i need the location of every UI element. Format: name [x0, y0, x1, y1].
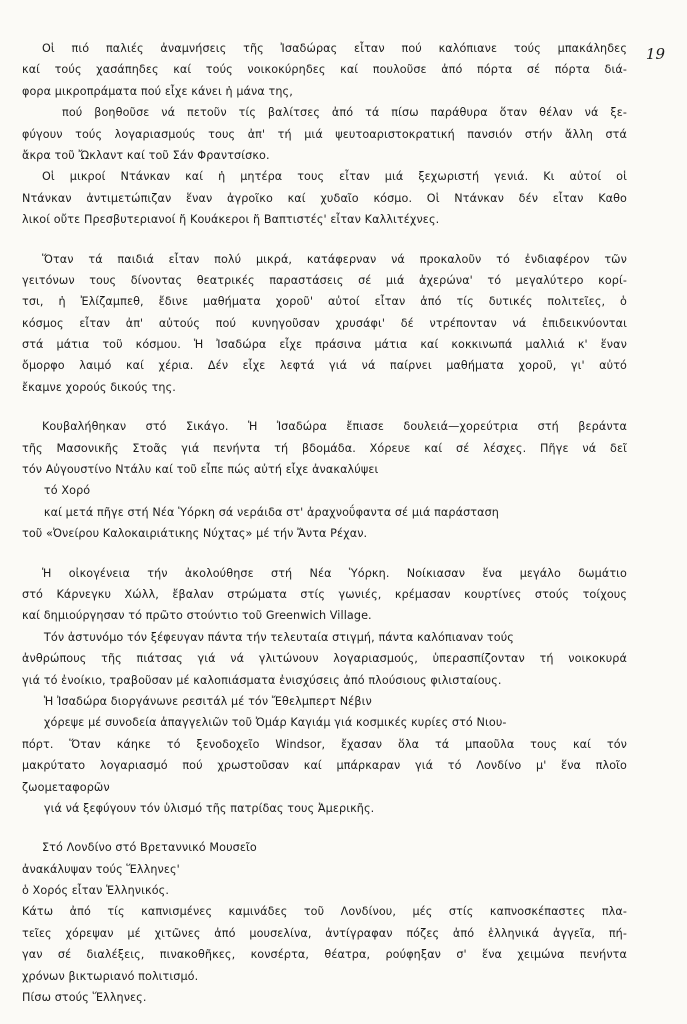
text-line: καί δημιούργησαν τό πρῶτο στούντιο τοῦ Greenwich Village. [22, 609, 372, 623]
text-line: ἄκρα τοῦ Ὤκλαντ καί τοῦ Σάν Φραντσίσκο. [22, 148, 270, 162]
text-line: μακρύτατο λογαριασμό πού χρωστοῦσαν καί μπάρκαραν γιά τό Λονδίνο μ' ἕνα πλοῖο [22, 759, 627, 773]
paragraph-gap [22, 819, 627, 837]
paragraph [22, 38, 627, 102]
text-line: Ἡ οἰκογένεια τήν ἀκολούθησε στή Νέα Ὑόρκη. Νοίκιασαν ἕνα μεγάλο δωμάτιο [42, 566, 627, 580]
paragraph [22, 416, 627, 544]
text-line: τεῖες χόρεψαν μέ χιτῶνες ἀπό μουσελίνα, ἀντίγραφαν πόζες ἀπό ἑλληνικά ἀγγεῖα, πή- [22, 926, 627, 940]
text-line: λικοί οὔτε Πρεσβυτεριανοί ἤ Κουάκεροι ἤ Βαπτιστές' εἶταν Καλλιτέχνες. [22, 213, 440, 227]
text-line: Στό Λονδίνο στό Βρεταννικό Μουσεῖο [42, 841, 257, 855]
text-line: ἀνακάλυψαν τούς Ἕλληνες' [22, 862, 180, 876]
paragraph [22, 249, 627, 399]
text-line: γαν σέ διαλέξεις, πινακοθῆκες, κονσέρτα, θέατρα, ρούφηξαν σ' ἕνα χειμώνα πενήντα [22, 948, 627, 962]
paragraph [22, 166, 627, 230]
text-line: τῆς Μασονικῆς Στοᾶς γιά πενήντα τή βδομάδα. Χόρευε καί σέ λέσχες. Πῆγε νά δεῖ [22, 441, 627, 455]
text-line: τσι, ἡ Ἐλίζαμπεθ, ἔδινε μαθήματα χοροῦ' αὐτοί εἶταν ἀπό τίς δυτικές πολιτεῖες, ὁ [22, 295, 627, 309]
page-number: 19 [645, 45, 665, 63]
text-line: Ντάνκαν ἀντιμετώπιζαν ἕναν ἀγροῖκο καί χυδαῖο κόσμο. Οἱ Ντάνκαν δέν εἶταν Καθο [22, 191, 627, 205]
text-line: Οἱ μικροί Ντάνκαν καί ἡ μητέρα τους εἶταν μιά ξεχωριστή γενιά. Κι αὐτοί οἱ [42, 170, 627, 184]
paragraph-gap [22, 398, 627, 416]
text-line: καί μετά πῆγε στή Νέα Ὑόρκη σά νεράιδα στ' ἀραχνοΰφαντα σέ μιά παράσταση [22, 505, 499, 519]
text-line: Ὅταν τά παιδιά εἶταν πολύ μικρά, κατάφερναν νά προκαλοῦν τό ἐνδιαφέρον τῶν [42, 252, 627, 266]
text-line: καί τούς χασάπηδες καί τούς νοικοκύρηδες καί πουλοῦσε ἀπό πόρτα σέ πόρτα διά- [22, 63, 627, 77]
text-line: ἀνθρώπους τῆς πιάτσας γιά νά γλιτώνουν λογαριασμούς, ὑπερασπίζονταν τή νοικοκυρά [22, 652, 627, 666]
text-line: ὄμορφο λαιμό καί χέρια. Δέν εἶχε λεφτά γιά νά παίρνει μαθήματα χοροῦ, γι' αὐτό [22, 359, 627, 373]
text-line: στό Κάρνεγκυ Χώλλ, ἔβαλαν στρώματα στίς γωνιές, κρέμασαν κουρτίνες στούς τοίχους [22, 587, 627, 601]
text-line: ὁ Χορός εἶταν Ἑλληνικός. [22, 884, 170, 898]
text-line: χόρεψε μέ συνοδεία ἀπαγγελιῶν τοῦ Ὀμάρ Καγιάμ γιά κοσμικές κυρίες στό Νιου- [22, 716, 507, 730]
text-line: γιά νά ξεφύγουν τόν ὑλισμό τῆς πατρίδας τους Ἀμερικῆς. [22, 801, 375, 815]
text-line: στά μάτια τοῦ κόσμου. Ἡ Ἰσαδώρα εἶχε πράσινα μάτια καί κοκκινωπά μαλλιά κ' ἕναν [22, 338, 627, 352]
paragraph-gap [22, 545, 627, 563]
text-line: Πίσω στούς Ἕλληνες. [22, 991, 147, 1005]
paragraph [22, 102, 627, 166]
text-line: Οἱ πιό παλιές ἀναμνήσεις τῆς Ἰσαδώρας εἶταν πού καλόπιανε τούς μπακάληδες [42, 42, 627, 55]
text-line: φύγουν τούς λογαριασμούς τους ἀπ' τή μιά ψευτοαριστοκρατική πανσιόν στήν ἄλλη στά [22, 127, 627, 141]
text-line: ζωομεταφορῶν [22, 780, 110, 794]
text-line: Κουβαλήθηκαν στό Σικάγο. Ἡ Ἰσαδώρα ἔπιασε δουλειά—χορεύτρια στή βεράντα [42, 420, 627, 434]
paragraph [22, 837, 627, 1008]
text-line: τοῦ «Ὀνείρου Καλοκαιριάτικης Νύχτας» μέ τήν Ἄντα Ρέχαν. [22, 527, 368, 541]
text-line: πόρτ. Ὅταν κάηκε τό ξενοδοχεῖο Windsor, ἔχασαν ὅλα τά μπαοῦλα τους καί τόν [22, 737, 627, 751]
text-line: Κάτω ἀπό τίς καπνισμένες καμινάδες τοῦ Λονδίνου, μές στίς καπνοσκέπαστες πλα- [22, 905, 627, 919]
text-line: Ἡ Ἰσαδώρα διοργάνωνε ρεσιτάλ μέ τόν Ἔθελμπερτ Νέβιν [22, 694, 372, 708]
text-line: πού βοηθοῦσε νά πετοῦν τίς βαλίτσες ἀπό τά πίσω παράθυρα ὅταν θέλαν νά ξε- [62, 106, 627, 120]
text-line: κόσμος εἶταν ἀπ' αὐτούς πού κυνηγοῦσαν χρυσάφι' δέ ντρέπονταν νά ἐπιδεικνύονται [22, 316, 627, 330]
text-line: τόν Αὐγουστίνο Ντάλυ καί τοῦ εἶπε πώς αὐτή εἶχε ἀνακαλύψει [22, 463, 379, 477]
text-line: χρόνων βικτωριανό πολιτισμό. [22, 969, 199, 983]
paragraph-gap [22, 231, 627, 249]
body-text [22, 38, 627, 1008]
paragraph [22, 563, 627, 820]
text-line: γειτόνων τους δίνοντας θεατρικές παραστάσεις σέ μιά ἀχερώνα' τό μεγαλύτερο κορί- [22, 273, 627, 287]
text-line: Τόν ἀστυνόμο τόν ξέφευγαν πάντα τήν τελευταία στιγμή, πάντα καλόπιαναν τούς [22, 630, 514, 644]
text-line: ἔκαμνε χορούς δικούς της. [22, 380, 176, 394]
text-line: τό Χορό [22, 484, 91, 498]
text-line: γιά τό ἐνοίκιο, τραβοῦσαν μέ καλοπιάσματα ἐνισχύσεις ἀπό πλούσιους φιλισταίους. [22, 673, 502, 687]
text-line: φορα μικροπράματα πού εἶχε κάνει ἡ μάνα της, [22, 84, 293, 98]
